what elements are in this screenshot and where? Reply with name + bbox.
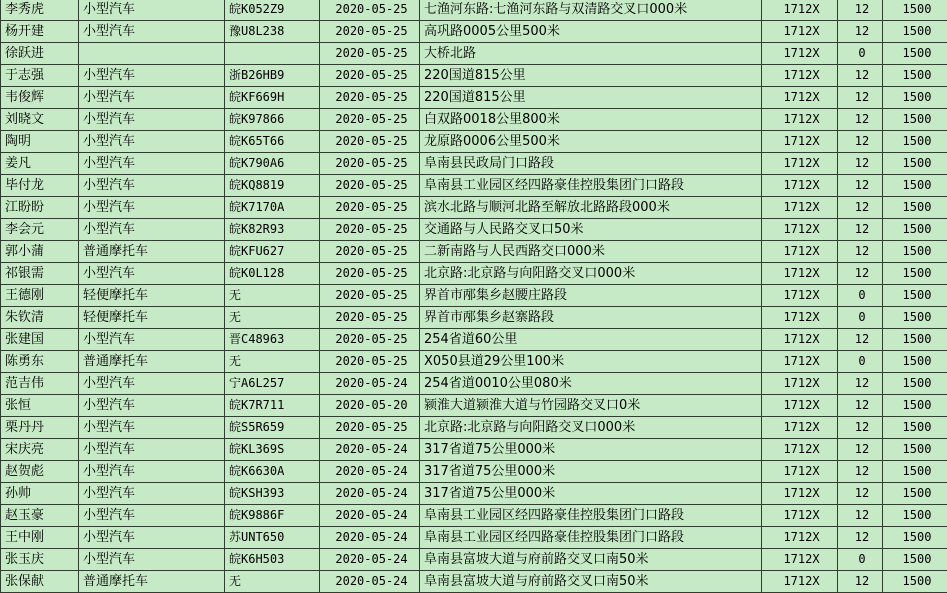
date-cell[interactable]: 2020-05-25 (320, 263, 420, 285)
location-cell[interactable]: 大桥北路 (420, 43, 762, 65)
name-cell[interactable]: 范吉伟 (1, 373, 79, 395)
points-cell[interactable]: 0 (838, 43, 883, 65)
table-row (1, 439, 947, 461)
violation-code-cell[interactable]: 1712X (762, 219, 838, 241)
table-row (1, 87, 947, 109)
vehicle-type-cell[interactable]: 普通摩托车 (79, 571, 225, 593)
plate-cell[interactable]: 皖K7170A (225, 197, 320, 219)
vehicle-type-cell[interactable]: 小型汽车 (79, 87, 225, 109)
table-row (1, 131, 947, 153)
violation-code-cell[interactable]: 1712X (762, 0, 838, 21)
table-row (1, 505, 947, 527)
date-cell[interactable]: 2020-05-24 (320, 505, 420, 527)
plate-cell[interactable]: 皖KSH393 (225, 483, 320, 505)
fine-cell[interactable]: 1500 (883, 285, 947, 307)
violation-code-cell[interactable]: 1712X (762, 65, 838, 87)
violation-code-cell[interactable]: 1712X (762, 43, 838, 65)
points-cell[interactable]: 12 (838, 395, 883, 417)
location-cell[interactable]: 高巩路0005公里500米 (420, 21, 762, 43)
vehicle-type-cell[interactable]: 小型汽车 (79, 175, 225, 197)
points-cell[interactable]: 12 (838, 109, 883, 131)
violation-code-cell[interactable]: 1712X (762, 351, 838, 373)
plate-cell[interactable]: 皖K97866 (225, 109, 320, 131)
name-cell[interactable]: 陈勇东 (1, 351, 79, 373)
location-cell[interactable]: 界首市邴集乡赵腰庄路段 (420, 285, 762, 307)
name-cell[interactable]: 郭小蒲 (1, 241, 79, 263)
name-cell[interactable]: 刘晓文 (1, 109, 79, 131)
plate-cell[interactable]: 皖K6H503 (225, 549, 320, 571)
fine-cell[interactable]: 1500 (883, 395, 947, 417)
plate-cell[interactable]: 皖KQ8819 (225, 175, 320, 197)
table-row (1, 395, 947, 417)
location-cell[interactable]: 317省道75公里000米 (420, 439, 762, 461)
table-row (1, 417, 947, 439)
name-cell[interactable]: 杨开建 (1, 21, 79, 43)
vehicle-type-cell[interactable]: 小型汽车 (79, 219, 225, 241)
plate-cell[interactable]: 皖KF669H (225, 87, 320, 109)
plate-cell[interactable]: 苏UNT650 (225, 527, 320, 549)
plate-cell[interactable]: 皖K0L128 (225, 263, 320, 285)
plate-cell[interactable]: 皖K052Z9 (225, 0, 320, 21)
date-cell[interactable]: 2020-05-24 (320, 571, 420, 593)
location-cell[interactable]: 阜南县富坡大道与府前路交叉口南50米 (420, 571, 762, 593)
points-cell[interactable]: 0 (838, 285, 883, 307)
plate-cell[interactable]: 无 (225, 285, 320, 307)
violation-code-cell[interactable]: 1712X (762, 175, 838, 197)
location-cell[interactable]: 颍淮大道颍淮大道与竹园路交叉口0米 (420, 395, 762, 417)
violation-code-cell[interactable]: 1712X (762, 131, 838, 153)
name-cell[interactable]: 王中刚 (1, 527, 79, 549)
table-row (1, 527, 947, 549)
table-row (1, 549, 947, 571)
table-row (1, 307, 947, 329)
name-cell[interactable]: 栗丹丹 (1, 417, 79, 439)
date-cell[interactable]: 2020-05-25 (320, 109, 420, 131)
plate-cell[interactable]: 皖K7R711 (225, 395, 320, 417)
vehicle-type-cell[interactable]: 小型汽车 (79, 329, 225, 351)
fine-cell[interactable]: 1500 (883, 109, 947, 131)
plate-cell[interactable]: 皖KL369S (225, 439, 320, 461)
violation-code-cell[interactable]: 1712X (762, 373, 838, 395)
name-cell[interactable]: 赵玉豪 (1, 505, 79, 527)
plate-cell[interactable]: 晋C48963 (225, 329, 320, 351)
points-cell[interactable]: 12 (838, 153, 883, 175)
vehicle-type-cell[interactable]: 小型汽车 (79, 65, 225, 87)
plate-cell[interactable]: 无 (225, 571, 320, 593)
vehicle-type-cell[interactable]: 小型汽车 (79, 197, 225, 219)
plate-cell[interactable]: 宁A6L257 (225, 373, 320, 395)
points-cell[interactable]: 12 (838, 87, 883, 109)
plate-cell[interactable]: 皖S5R659 (225, 417, 320, 439)
name-cell[interactable]: 赵贺彪 (1, 461, 79, 483)
vehicle-type-cell[interactable]: 小型汽车 (79, 395, 225, 417)
location-cell[interactable]: 七渔河东路:七渔河东路与双清路交叉口000米 (420, 0, 762, 21)
location-cell[interactable]: 北京路:北京路与向阳路交叉口000米 (420, 417, 762, 439)
vehicle-type-cell[interactable]: 小型汽车 (79, 549, 225, 571)
name-cell[interactable]: 李秀虎 (1, 0, 79, 21)
fine-cell[interactable]: 1500 (883, 549, 947, 571)
points-cell[interactable]: 12 (838, 439, 883, 461)
location-cell[interactable]: 317省道75公里000米 (420, 483, 762, 505)
points-cell[interactable]: 12 (838, 65, 883, 87)
points-cell[interactable]: 12 (838, 241, 883, 263)
fine-cell[interactable]: 1500 (883, 505, 947, 527)
location-cell[interactable]: 阜南县工业园区经四路豪佳控股集团门口路段 (420, 175, 762, 197)
date-cell[interactable]: 2020-05-25 (320, 219, 420, 241)
name-cell[interactable]: 陶明 (1, 131, 79, 153)
vehicle-type-cell[interactable]: 小型汽车 (79, 505, 225, 527)
fine-cell[interactable]: 1500 (883, 417, 947, 439)
date-cell[interactable]: 2020-05-25 (320, 0, 420, 21)
location-cell[interactable]: 交通路与人民路交叉口50米 (420, 219, 762, 241)
fine-cell[interactable]: 1500 (883, 373, 947, 395)
violation-code-cell[interactable]: 1712X (762, 439, 838, 461)
date-cell[interactable]: 2020-05-25 (320, 351, 420, 373)
date-cell[interactable]: 2020-05-25 (320, 417, 420, 439)
location-cell[interactable]: 254省道0010公里080米 (420, 373, 762, 395)
location-cell[interactable]: 220国道815公里 (420, 87, 762, 109)
points-cell[interactable]: 12 (838, 461, 883, 483)
date-cell[interactable]: 2020-05-25 (320, 153, 420, 175)
vehicle-type-cell[interactable]: 普通摩托车 (79, 241, 225, 263)
violation-code-cell[interactable]: 1712X (762, 241, 838, 263)
date-cell[interactable]: 2020-05-25 (320, 21, 420, 43)
vehicle-type-cell[interactable]: 小型汽车 (79, 417, 225, 439)
vehicle-type-cell[interactable]: 小型汽车 (79, 153, 225, 175)
violation-code-cell[interactable]: 1712X (762, 109, 838, 131)
name-cell[interactable]: 朱钦清 (1, 307, 79, 329)
points-cell[interactable]: 12 (838, 571, 883, 593)
location-cell[interactable]: 阜南县工业园区经四路豪佳控股集团门口路段 (420, 505, 762, 527)
violation-code-cell[interactable]: 1712X (762, 571, 838, 593)
location-cell[interactable]: 220国道815公里 (420, 65, 762, 87)
violation-code-cell[interactable]: 1712X (762, 263, 838, 285)
points-cell[interactable]: 12 (838, 263, 883, 285)
violation-code-cell[interactable]: 1712X (762, 307, 838, 329)
fine-cell[interactable]: 1500 (883, 65, 947, 87)
date-cell[interactable]: 2020-05-25 (320, 131, 420, 153)
fine-cell[interactable]: 1500 (883, 351, 947, 373)
points-cell[interactable]: 12 (838, 197, 883, 219)
table-row (1, 571, 947, 593)
table-row (1, 263, 947, 285)
table-row (1, 109, 947, 131)
points-cell[interactable]: 12 (838, 175, 883, 197)
plate-cell[interactable]: 皖KFU627 (225, 241, 320, 263)
fine-cell[interactable]: 1500 (883, 0, 947, 21)
violation-code-cell[interactable]: 1712X (762, 461, 838, 483)
location-cell[interactable]: 阜南县工业园区经四路豪佳控股集团门口路段 (420, 527, 762, 549)
location-cell[interactable]: 二新南路与人民西路交口000米 (420, 241, 762, 263)
violation-code-cell[interactable]: 1712X (762, 87, 838, 109)
name-cell[interactable]: 韦俊辉 (1, 87, 79, 109)
plate-cell[interactable]: 无 (225, 351, 320, 373)
plate-cell[interactable]: 豫U8L238 (225, 21, 320, 43)
location-cell[interactable]: X050县道29公里100米 (420, 351, 762, 373)
vehicle-type-cell[interactable]: 小型汽车 (79, 263, 225, 285)
date-cell[interactable]: 2020-05-24 (320, 461, 420, 483)
points-cell[interactable]: 12 (838, 0, 883, 21)
fine-cell[interactable]: 1500 (883, 527, 947, 549)
vehicle-type-cell[interactable]: 小型汽车 (79, 131, 225, 153)
table-row (1, 329, 947, 351)
vehicle-type-cell[interactable]: 小型汽车 (79, 109, 225, 131)
location-cell[interactable]: 界首市邴集乡赵寨路段 (420, 307, 762, 329)
fine-cell[interactable]: 1500 (883, 219, 947, 241)
plate-cell[interactable]: 无 (225, 307, 320, 329)
fine-cell[interactable]: 1500 (883, 483, 947, 505)
violation-code-cell[interactable]: 1712X (762, 417, 838, 439)
location-cell[interactable]: 北京路:北京路与向阳路交叉口000米 (420, 263, 762, 285)
violation-code-cell[interactable]: 1712X (762, 505, 838, 527)
date-cell[interactable]: 2020-05-25 (320, 175, 420, 197)
points-cell[interactable]: 12 (838, 505, 883, 527)
date-cell[interactable]: 2020-05-24 (320, 483, 420, 505)
violation-code-cell[interactable]: 1712X (762, 329, 838, 351)
table-row (1, 461, 947, 483)
vehicle-type-cell[interactable]: 普通摩托车 (79, 351, 225, 373)
fine-cell[interactable]: 1500 (883, 571, 947, 593)
vehicle-type-cell[interactable]: 小型汽车 (79, 21, 225, 43)
fine-cell[interactable]: 1500 (883, 329, 947, 351)
location-cell[interactable]: 白双路0018公里800米 (420, 109, 762, 131)
name-cell[interactable]: 姜凡 (1, 153, 79, 175)
points-cell[interactable]: 0 (838, 549, 883, 571)
fine-cell[interactable]: 1500 (883, 175, 947, 197)
plate-cell[interactable]: 皖K82R93 (225, 219, 320, 241)
name-cell[interactable]: 祁银需 (1, 263, 79, 285)
violation-code-cell[interactable]: 1712X (762, 549, 838, 571)
points-cell[interactable]: 12 (838, 219, 883, 241)
table-row (1, 0, 947, 21)
points-cell[interactable]: 12 (838, 131, 883, 153)
date-cell[interactable]: 2020-05-25 (320, 329, 420, 351)
table-row (1, 65, 947, 87)
violation-code-cell[interactable]: 1712X (762, 527, 838, 549)
fine-cell[interactable]: 1500 (883, 461, 947, 483)
location-cell[interactable]: 阜南县民政局门口路段 (420, 153, 762, 175)
violation-code-cell[interactable]: 1712X (762, 395, 838, 417)
table-row (1, 285, 947, 307)
date-cell[interactable]: 2020-05-24 (320, 527, 420, 549)
name-cell[interactable]: 张恒 (1, 395, 79, 417)
name-cell[interactable]: 宋庆亮 (1, 439, 79, 461)
fine-cell[interactable]: 1500 (883, 153, 947, 175)
violation-code-cell[interactable]: 1712X (762, 21, 838, 43)
violation-code-cell[interactable]: 1712X (762, 483, 838, 505)
vehicle-type-cell[interactable]: 小型汽车 (79, 483, 225, 505)
table-row (1, 351, 947, 373)
vehicle-type-cell[interactable]: 轻便摩托车 (79, 285, 225, 307)
fine-cell[interactable]: 1500 (883, 197, 947, 219)
plate-cell[interactable]: 皖K9886F (225, 505, 320, 527)
points-cell[interactable]: 12 (838, 329, 883, 351)
date-cell[interactable]: 2020-05-25 (320, 285, 420, 307)
location-cell[interactable]: 滨水北路与顺河北路至解放北路路段000米 (420, 197, 762, 219)
points-cell[interactable]: 12 (838, 21, 883, 43)
violation-code-cell[interactable]: 1712X (762, 285, 838, 307)
fine-cell[interactable]: 1500 (883, 21, 947, 43)
table-row (1, 197, 947, 219)
date-cell[interactable]: 2020-05-25 (320, 307, 420, 329)
table-row (1, 219, 947, 241)
name-cell[interactable]: 徐跃进 (1, 43, 79, 65)
violation-code-cell[interactable]: 1712X (762, 197, 838, 219)
name-cell[interactable]: 王德刚 (1, 285, 79, 307)
name-cell[interactable]: 于志强 (1, 65, 79, 87)
location-cell[interactable]: 阜南县富坡大道与府前路交叉口南50米 (420, 549, 762, 571)
name-cell[interactable]: 张保献 (1, 571, 79, 593)
vehicle-type-cell[interactable]: 小型汽车 (79, 461, 225, 483)
date-cell[interactable]: 2020-05-24 (320, 373, 420, 395)
points-cell[interactable]: 12 (838, 417, 883, 439)
plate-cell[interactable]: 皖K65T66 (225, 131, 320, 153)
location-cell[interactable]: 龙原路0006公里500米 (420, 131, 762, 153)
fine-cell[interactable]: 1500 (883, 131, 947, 153)
violation-code-cell[interactable]: 1712X (762, 153, 838, 175)
name-cell[interactable]: 李会元 (1, 219, 79, 241)
fine-cell[interactable]: 1500 (883, 263, 947, 285)
table-row (1, 373, 947, 395)
points-cell[interactable]: 12 (838, 483, 883, 505)
plate-cell[interactable]: 皖K6630A (225, 461, 320, 483)
location-cell[interactable]: 254省道60公里 (420, 329, 762, 351)
plate-cell[interactable]: 皖K790A6 (225, 153, 320, 175)
plate-cell[interactable] (225, 43, 320, 65)
vehicle-type-cell[interactable]: 小型汽车 (79, 439, 225, 461)
date-cell[interactable]: 2020-05-24 (320, 439, 420, 461)
fine-cell[interactable]: 1500 (883, 241, 947, 263)
points-cell[interactable]: 0 (838, 351, 883, 373)
name-cell[interactable]: 江盼盼 (1, 197, 79, 219)
vehicle-type-cell[interactable]: 轻便摩托车 (79, 307, 225, 329)
name-cell[interactable]: 毕付龙 (1, 175, 79, 197)
name-cell[interactable]: 张玉庆 (1, 549, 79, 571)
table-row (1, 175, 947, 197)
date-cell[interactable]: 2020-05-25 (320, 65, 420, 87)
fine-cell[interactable]: 1500 (883, 307, 947, 329)
points-cell[interactable]: 0 (838, 307, 883, 329)
name-cell[interactable]: 孙帅 (1, 483, 79, 505)
date-cell[interactable]: 2020-05-24 (320, 549, 420, 571)
table-body (1, 0, 947, 593)
vehicle-type-cell[interactable]: 小型汽车 (79, 0, 225, 21)
table-row (1, 43, 947, 65)
vehicle-type-cell[interactable]: 小型汽车 (79, 373, 225, 395)
fine-cell[interactable]: 1500 (883, 439, 947, 461)
table-row (1, 241, 947, 263)
points-cell[interactable]: 12 (838, 373, 883, 395)
table-row (1, 483, 947, 505)
fine-cell[interactable]: 1500 (883, 87, 947, 109)
fine-cell[interactable]: 1500 (883, 43, 947, 65)
date-cell[interactable]: 2020-05-25 (320, 197, 420, 219)
date-cell[interactable]: 2020-05-25 (320, 241, 420, 263)
location-cell[interactable]: 317省道75公里000米 (420, 461, 762, 483)
table-row (1, 153, 947, 175)
date-cell[interactable]: 2020-05-20 (320, 395, 420, 417)
vehicle-type-cell[interactable]: 小型汽车 (79, 527, 225, 549)
date-cell[interactable]: 2020-05-25 (320, 43, 420, 65)
name-cell[interactable]: 张建国 (1, 329, 79, 351)
vehicle-type-cell[interactable] (79, 43, 225, 65)
plate-cell[interactable]: 浙B26HB9 (225, 65, 320, 87)
points-cell[interactable]: 12 (838, 527, 883, 549)
date-cell[interactable]: 2020-05-25 (320, 87, 420, 109)
table-row (1, 21, 947, 43)
